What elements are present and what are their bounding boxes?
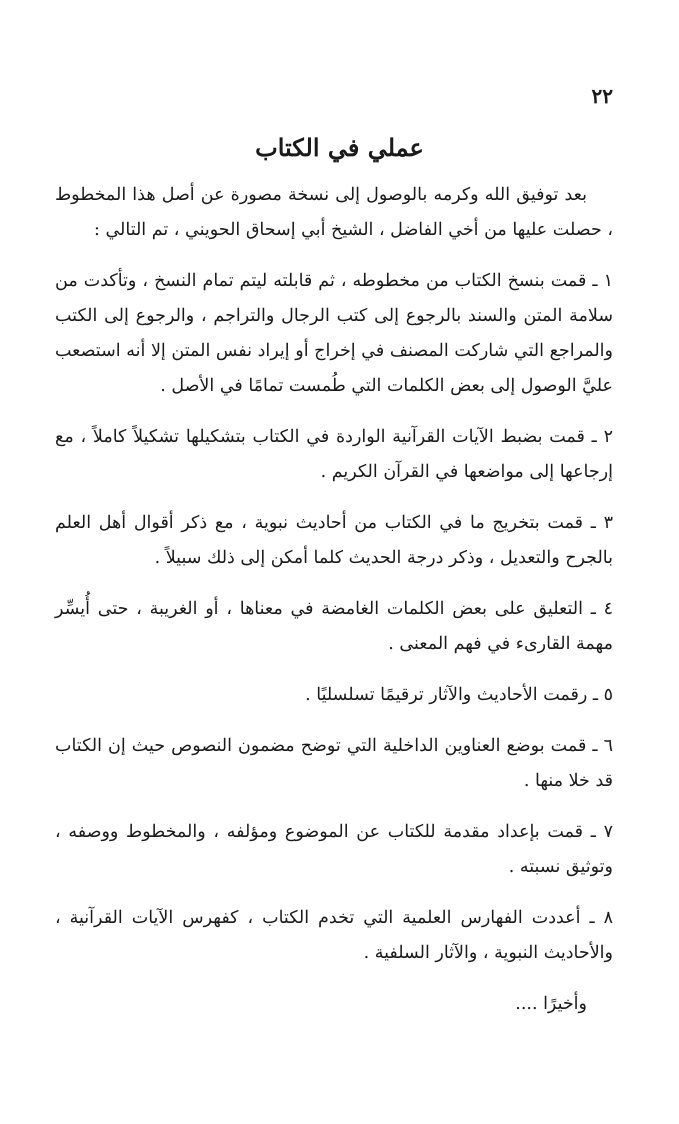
page-body xyxy=(55,178,613,1038)
work-item-7: ٧ ـ قمت بإعداد مقدمة للكتاب عن الموضوع ومؤلفه ، والمخطوط ووصفه ، وتوثيق نسبته . xyxy=(55,822,613,877)
intro-paragraph: بعد توفيق الله وكرمه بالوصول إلى نسخة مصورة عن أصل هذا المخطوط ، حصلت عليها من أخي الفاضل ، الشيخ أبي إسحاق الحويني ، تم التالي : xyxy=(55,185,613,240)
work-item-6: ٦ ـ قمت بوضع العناوين الداخلية التي توضح مضمون النصوص حيث إن الكتاب قد خلا منها . xyxy=(55,736,613,791)
work-item-5: ٥ ـ رقمت الأحاديث والآثار ترقيمًا تسلسليًا . xyxy=(305,685,613,705)
page-number: ٢٢ xyxy=(591,84,613,108)
work-item-2: ٢ ـ قمت بضبط الآيات القرآنية الواردة في الكتاب بتشكيلها تشكيلاً كاملاً ، مع إرجاعها إلى مواضعها في القرآن الكريم . xyxy=(55,427,613,482)
work-item-3: ٣ ـ قمت بتخريج ما في الكتاب من أحاديث نبوية ، مع ذكر أقوال أهل العلم بالجرح والتعديل ، وذكر درجة الحديث كلما أمكن إلى ذلك سبيلاً . xyxy=(55,513,613,568)
section-heading: عملي في الكتاب xyxy=(255,133,424,162)
work-item-4: ٤ ـ التعليق على بعض الكلمات الغامضة في معناها ، أو الغريبة ، حتى أُيسِّر مهمة القارىء في فهم المعنى . xyxy=(55,599,613,654)
closing-line: وأخيرًا .... xyxy=(515,994,587,1014)
work-item-8: ٨ ـ أعددت الفهارس العلمية التي تخدم الكتاب ، كفهرس الآيات القرآنية ، والأحاديث النبوية ، والآثار السلفية . xyxy=(55,908,613,963)
work-item-1: ١ ـ قمت بنسخ الكتاب من مخطوطه ، ثم قابلته ليتم تمام النسخ ، وتأكدت من سلامة المتن والسند بالرجوع إلى كتب الرجال والتراجم ، والرجوع إلى الكتب والمراجع التي شاركت المصنف في إخراج أو إيراد نفس المتن إلا أنه استصعب عليَّ الوصول إلى بعض الكلمات التي طُمست تمامًا في الأصل . xyxy=(55,271,613,396)
